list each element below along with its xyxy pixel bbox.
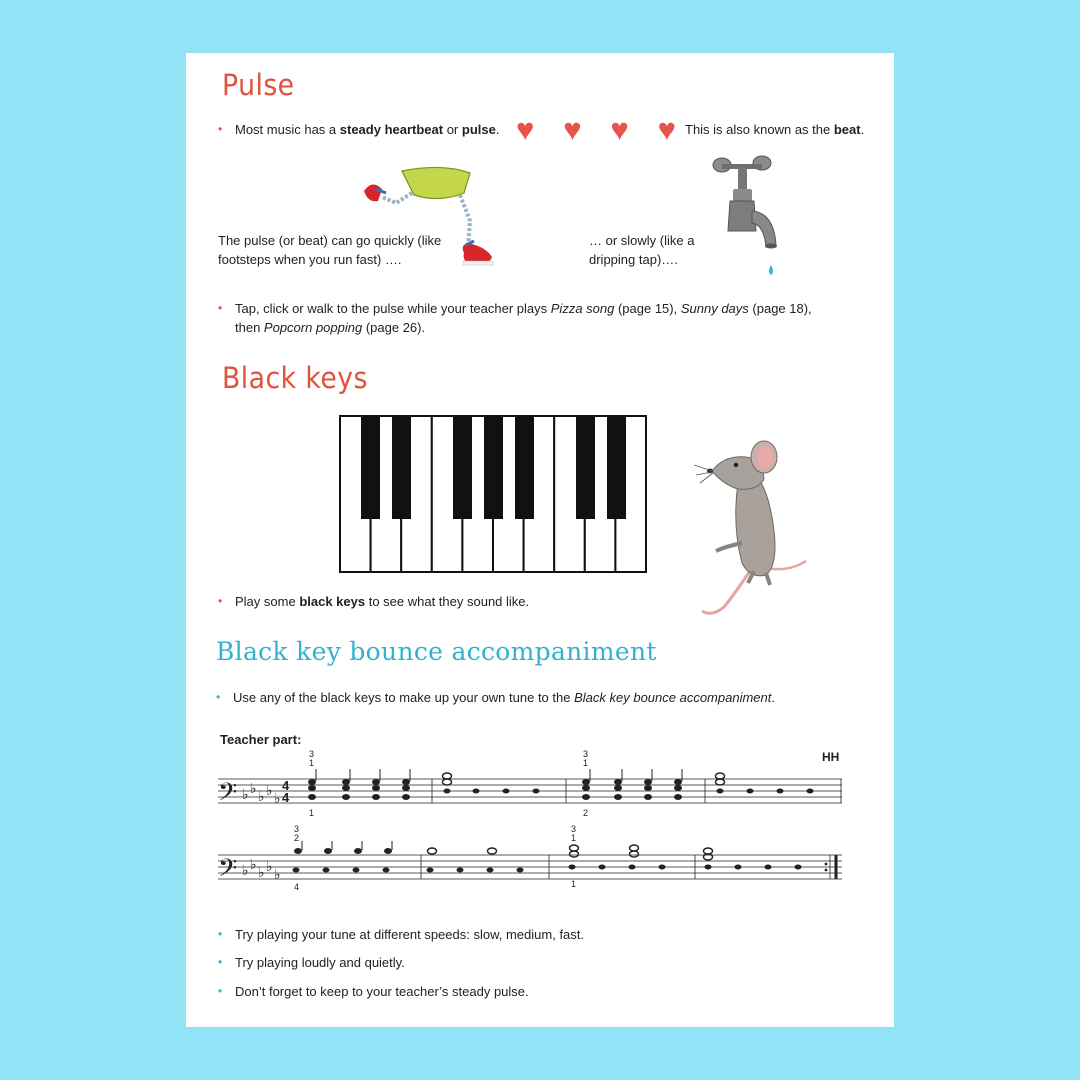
tip-speeds: • Try playing your tune at different speeds: slow, medium, fast. bbox=[235, 925, 835, 944]
heartbeat-hearts bbox=[516, 114, 676, 145]
svg-text:1: 1 bbox=[309, 758, 315, 768]
svg-text:♭: ♭ bbox=[250, 857, 257, 873]
svg-text:♭: ♭ bbox=[274, 791, 281, 807]
svg-text:1: 1 bbox=[571, 833, 577, 843]
svg-text:3: 3 bbox=[294, 824, 300, 834]
bass-clef-icon: 𝄢 bbox=[218, 778, 238, 813]
svg-text:♭: ♭ bbox=[274, 867, 281, 883]
tap-instruction: • Tap, click or walk to the pulse while your teacher plays Pizza song (page 15), Sunny days (page 18), then Popcorn popping (page 26). bbox=[235, 299, 855, 337]
author-initials: HH bbox=[822, 750, 840, 764]
fingering-numbers bbox=[294, 749, 588, 892]
svg-text:1: 1 bbox=[583, 758, 589, 768]
bounce-heading-wrap bbox=[216, 637, 657, 666]
heart-icon: ♥ bbox=[657, 112, 676, 147]
svg-text:3: 3 bbox=[571, 824, 577, 834]
pulse-heading: Pulse bbox=[222, 68, 295, 102]
slow-caption-line-1: … or slowly (like a bbox=[589, 233, 695, 248]
staff-row-2 bbox=[218, 855, 842, 879]
time-signature-bottom: 4 bbox=[282, 790, 290, 805]
quick-caption-line-2: footsteps when you run fast) …. bbox=[218, 252, 402, 267]
pulse-intro-line: • Most music has a steady heartbeat or pulse. bbox=[235, 120, 525, 139]
clefs-and-keys bbox=[218, 778, 290, 889]
tip-dynamics: • Try playing loudly and quietly. bbox=[235, 953, 835, 972]
svg-text:1: 1 bbox=[309, 808, 315, 818]
svg-text:1: 1 bbox=[571, 879, 577, 889]
heart-icon: ♥ bbox=[563, 112, 582, 147]
svg-text:2: 2 bbox=[294, 833, 300, 843]
tip-steady-pulse: • Don’t forget to keep to your teacher’s steady pulse. bbox=[235, 982, 835, 1001]
quick-caption bbox=[218, 231, 478, 269]
svg-text:♭: ♭ bbox=[258, 865, 265, 881]
beat-line: This is also known as the beat. bbox=[685, 122, 865, 137]
slow-caption-line-2: dripping tap)…. bbox=[589, 252, 678, 267]
black-keys-heading-wrap bbox=[222, 361, 381, 395]
time-signature-top: 4 bbox=[282, 778, 290, 793]
time-signature bbox=[282, 778, 290, 805]
black-keys bbox=[361, 416, 626, 519]
bounce-intro: • Use any of the black keys to make up your own tune to the Black key bounce accompaniment. bbox=[233, 688, 853, 707]
svg-text:♭: ♭ bbox=[258, 789, 265, 805]
svg-text:♭: ♭ bbox=[266, 859, 273, 875]
heart-icon: ♥ bbox=[610, 112, 629, 147]
piano-keyboard bbox=[339, 415, 647, 573]
svg-text:2: 2 bbox=[583, 808, 589, 818]
teacher-part-label: Teacher part: bbox=[220, 732, 302, 747]
svg-text:♭: ♭ bbox=[266, 783, 273, 799]
svg-text:♭: ♭ bbox=[250, 781, 257, 797]
worksheet-page bbox=[186, 53, 894, 1027]
quick-caption-line-1: The pulse (or beat) can go quickly (like bbox=[218, 233, 442, 248]
notes-row-1 bbox=[308, 769, 814, 800]
svg-text:♭: ♭ bbox=[242, 787, 249, 803]
svg-text:3: 3 bbox=[309, 749, 315, 759]
svg-text:4: 4 bbox=[294, 882, 300, 892]
play-black-keys-instruction: • Play some black keys to see what they sound like. bbox=[235, 592, 635, 611]
black-keys-heading: Black keys bbox=[222, 361, 368, 395]
heart-icon: ♥ bbox=[516, 112, 535, 147]
svg-text:♭: ♭ bbox=[242, 863, 249, 879]
pulse-heading-wrap bbox=[222, 68, 301, 102]
notes-row-2 bbox=[293, 841, 802, 873]
mouse-illustration bbox=[694, 435, 818, 621]
svg-text:3: 3 bbox=[583, 749, 589, 759]
bounce-heading: Black key bounce accompaniment bbox=[216, 637, 657, 666]
music-score bbox=[214, 743, 854, 953]
bass-clef-icon: 𝄢 bbox=[218, 854, 238, 889]
slow-caption bbox=[589, 231, 719, 269]
